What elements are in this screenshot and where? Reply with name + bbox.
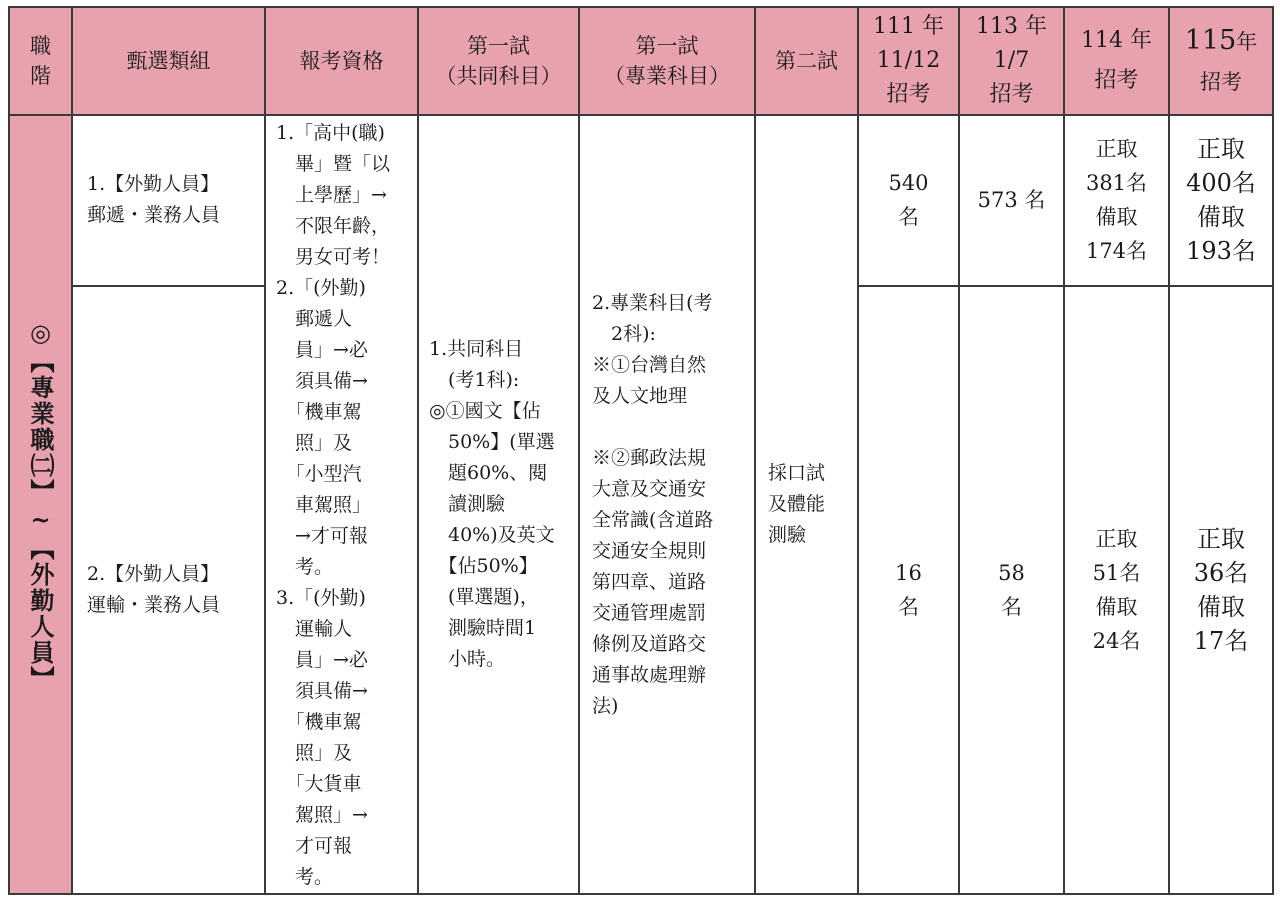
header-113-recruit: 113 年 1/7 招考: [959, 7, 1064, 115]
header-qualification: 報考資格: [265, 7, 418, 115]
row-2-111-count: 16 名: [858, 286, 959, 894]
header-115-rest: 年 招考: [1200, 29, 1258, 94]
header-level: 職 階: [9, 7, 72, 115]
header-first-exam-professional: 第一試 （專業科目）: [579, 7, 755, 115]
qualification-cell: 1.「高中(職) 畢」暨「以 上學歷」→ 不限年齡， 男女可考！ 2.「(外勤) 郵遞人 員」→必 須具備→ 「機車駕 照」及 「小型汽 車駕照」 →才可報 考。 3.「(外勤) 運輸人 員」→必 須具備→ 「機車駕 照」及 「大貨車 駕照」→ 才可報 考。: [265, 115, 418, 894]
row-2-113-count: 58 名: [959, 286, 1064, 894]
header-114-recruit: 114 年 招考: [1064, 7, 1169, 115]
exam-info-table: [8, 6, 1274, 895]
group-row-2: 2.【外勤人員】 運輸・業務人員: [72, 286, 265, 894]
row-2-115-count: 正取 36名 備取 17名: [1169, 286, 1273, 894]
first-common-cell: 1.共同科目 (考1科): ◎①國文【佔 50%】(單選 題60%、閱 讀測驗 40%)及英文 【佔50%】 (單選題)， 測驗時間1 小時。: [418, 115, 579, 894]
row-1-111-count: 540 名: [858, 115, 959, 286]
header-115-year: 115: [1184, 24, 1237, 56]
row-2-114-count: 正取 51名 備取 24名: [1064, 286, 1169, 894]
row-1-113-count: 573 名: [959, 115, 1064, 286]
header-group: 甄選類組: [72, 7, 265, 115]
group-row-1: 1.【外勤人員】 郵遞・業務人員: [72, 115, 265, 286]
category-label: ◎【專業職㈡】~【外勤人員】: [26, 317, 55, 692]
second-exam-cell: 採口試 及體能 測驗: [755, 115, 858, 894]
header-115-recruit: [1169, 7, 1273, 115]
header-first-exam-common: 第一試 （共同科目）: [418, 7, 579, 115]
category-cell: [9, 115, 72, 894]
header-111-recruit: 111 年 11/12 招考: [858, 7, 959, 115]
header-second-exam: 第二試: [755, 7, 858, 115]
row-1-115-count: 正取 400名 備取 193名: [1169, 115, 1273, 286]
first-professional-cell: 2.專業科目(考 2科): ※①台灣自然 及人文地理 ※②郵政法規 大意及交通安 全常識(含道路 交通安全規則 第四章、道路 交通管理處罰 條例及道路交 通事故處理辦 法): [579, 115, 755, 894]
row-1-114-count: 正取 381名 備取 174名: [1064, 115, 1169, 286]
